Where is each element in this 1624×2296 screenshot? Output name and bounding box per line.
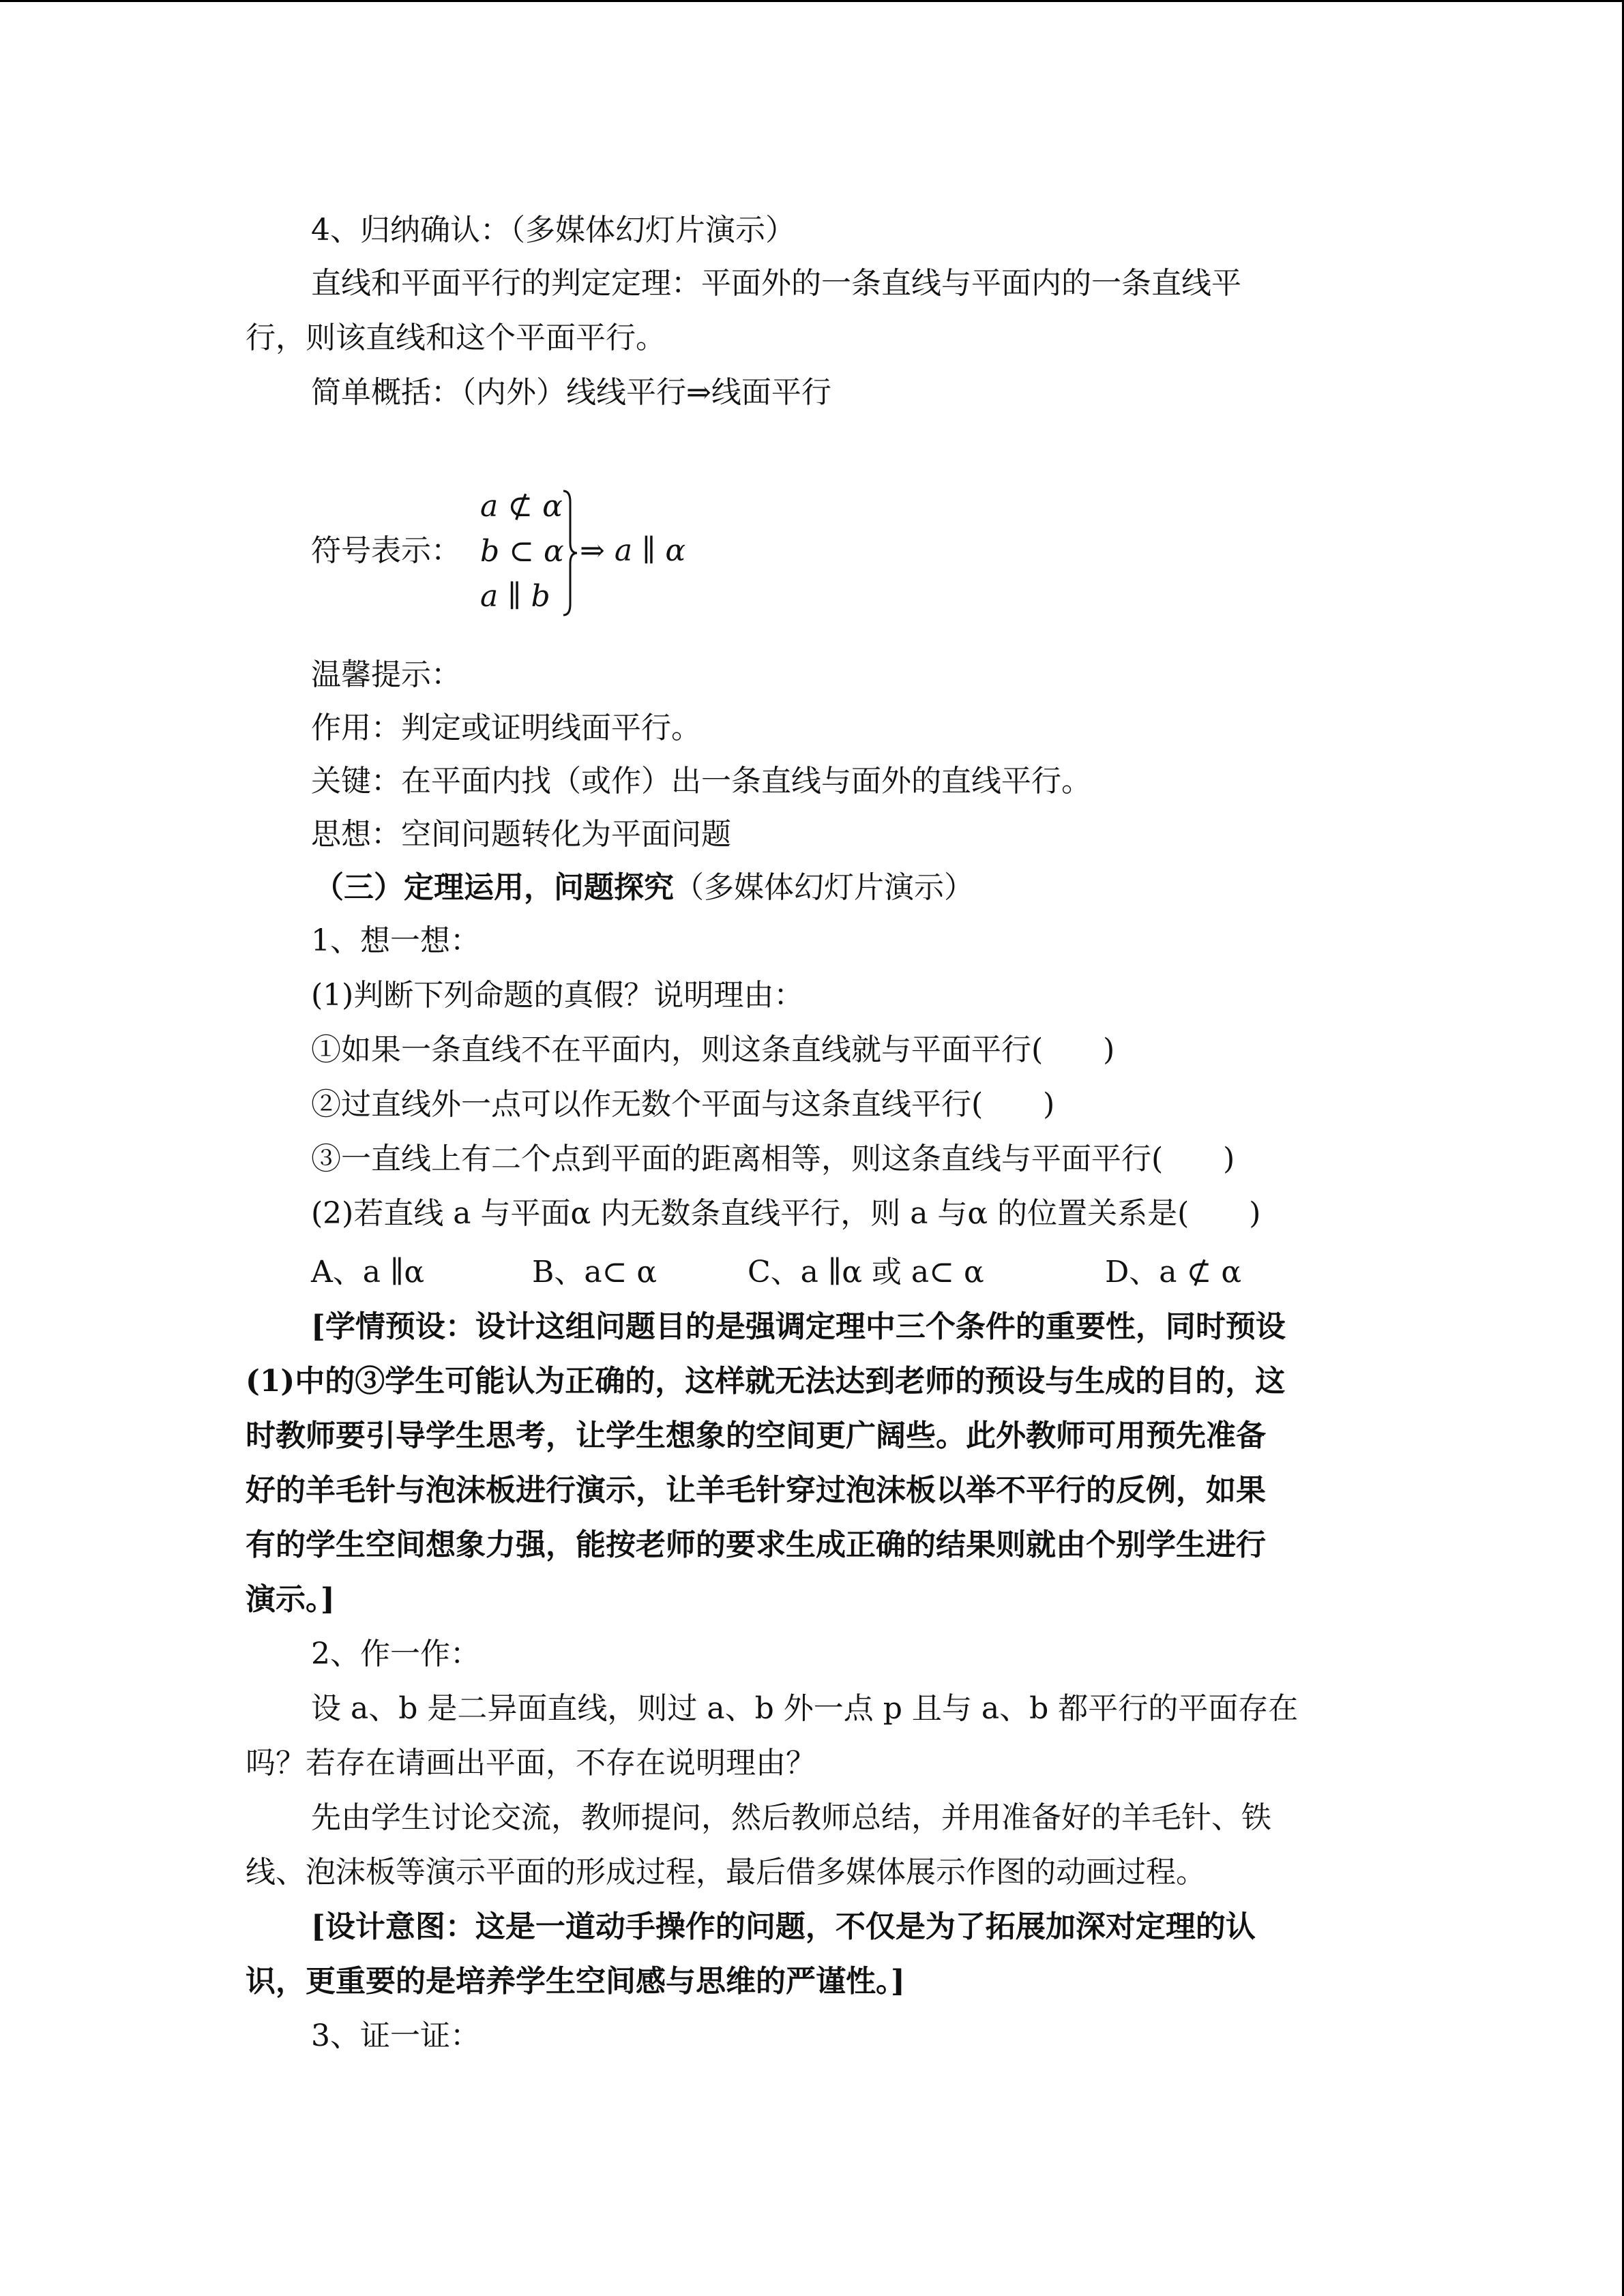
question-1-item-3: ③一直线上有二个点到平面的距离相等，则这条直线与平面平行( ) bbox=[311, 1142, 1235, 1176]
condition-1: a ⊄ α bbox=[480, 489, 563, 524]
theorem-text-line2: 行，则该直线和这个平面平行。 bbox=[246, 320, 666, 355]
right-brace-icon bbox=[559, 488, 580, 618]
tip-purpose: 作用：判定或证明线面平行。 bbox=[311, 711, 701, 745]
section-3-note: （多媒体幻灯片演示） bbox=[674, 870, 974, 905]
question-1-item-2: ②过直线外一点可以作无数个平面与这条直线平行( ) bbox=[311, 1087, 1055, 1122]
symbol-label: 符号表示： bbox=[311, 533, 461, 568]
option-c: C、a ∥α 或 a⊂ α bbox=[748, 1255, 984, 1289]
option-b: B、a⊂ α bbox=[532, 1255, 658, 1289]
preset-line-2: (1)中的③学生可能认为正确的，这样就无法达到老师的预设与生成的目的，这 bbox=[246, 1364, 1286, 1399]
prove-title: 3、证一证： bbox=[311, 2018, 480, 2053]
section-3-title: （三）定理运用，问题探究 bbox=[314, 870, 674, 905]
heading-induction: 4、归纳确认：（多媒体幻灯片演示） bbox=[311, 213, 795, 248]
option-d: D、a ⊄ α bbox=[1105, 1255, 1242, 1289]
option-a: A、a ∥α bbox=[311, 1255, 425, 1289]
preset-line-3: 时教师要引导学生思考，让学生想象的空间更广阔些。此外教师可用预先准备 bbox=[246, 1418, 1266, 1453]
summary-text: 简单概括：（内外）线线平行⇒线面平行 bbox=[311, 375, 831, 410]
preset-line-6: 演示。] bbox=[246, 1582, 335, 1617]
tip-title: 温馨提示： bbox=[311, 657, 461, 692]
question-1: (1)判断下列命题的真假？说明理由： bbox=[311, 978, 804, 1013]
symbol-result: ⇒ a ∥ α bbox=[580, 533, 686, 568]
question-2: (2)若直线 a 与平面α 内无数条直线平行，则 a 与α 的位置关系是( ) bbox=[311, 1196, 1261, 1231]
question-1-item-1: ①如果一条直线不在平面内，则这条直线就与平面平行( ) bbox=[311, 1032, 1115, 1067]
condition-2: b ⊂ α bbox=[480, 534, 564, 569]
intent-line-2: 识，更重要的是培养学生空间感与思维的严谨性。] bbox=[246, 1964, 905, 1999]
symbol-conditions bbox=[480, 484, 564, 619]
condition-3: a ∥ b bbox=[480, 579, 550, 614]
section-3-heading bbox=[314, 867, 974, 908]
theorem-text-line1: 直线和平面平行的判定定理：平面外的一条直线与平面内的一条直线平 bbox=[311, 266, 1241, 301]
preset-line-4: 好的羊毛针与泡沫板进行演示，让羊毛针穿过泡沫板以举不平行的反例，如果 bbox=[246, 1473, 1266, 1508]
do-text-line2: 吗？若存在请画出平面，不存在说明理由？ bbox=[246, 1746, 816, 1780]
tip-idea: 思想：空间问题转化为平面问题 bbox=[311, 817, 731, 852]
page-border-top bbox=[0, 0, 1624, 2]
do-text-line3: 先由学生讨论交流，教师提问，然后教师总结，并用准备好的羊毛针、铁 bbox=[311, 1800, 1271, 1835]
intent-line-1: [设计意图：这是一道动手操作的问题，不仅是为了拓展加深对定理的认 bbox=[311, 1909, 1256, 1944]
preset-line-1: [学情预设：设计这组问题目的是强调定理中三个条件的重要性，同时预设 bbox=[311, 1309, 1286, 1344]
do-text-line1: 设 a、b 是二异面直线，则过 a、b 外一点 p 且与 a、b 都平行的平面存在 bbox=[311, 1691, 1299, 1726]
tip-key: 关键：在平面内找（或作）出一条直线与面外的直线平行。 bbox=[311, 764, 1091, 799]
think-title: 1、想一想： bbox=[311, 923, 480, 958]
preset-line-5: 有的学生空间想象力强，能按老师的要求生成正确的结果则就由个别学生进行 bbox=[246, 1527, 1266, 1562]
do-text-line4: 线、泡沫板等演示平面的形成过程，最后借多媒体展示作图的动画过程。 bbox=[246, 1855, 1206, 1890]
do-title: 2、作一作： bbox=[311, 1637, 480, 1671]
